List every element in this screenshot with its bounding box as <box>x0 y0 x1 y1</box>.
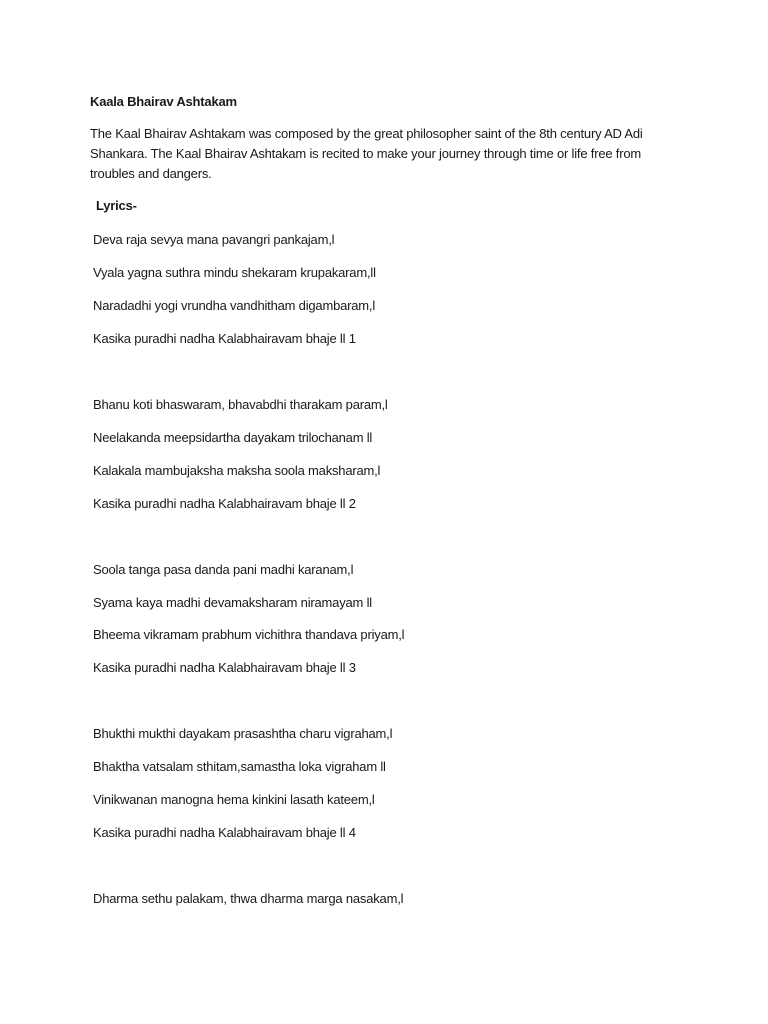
verse-line: Kasika puradhi nadha Kalabhairavam bhaje ll 2 <box>93 496 356 511</box>
verse-line: Bhanu koti bhaswaram, bhavabdhi tharakam param,l <box>93 397 388 412</box>
verse-line: Naradadhi yogi vrundha vandhitham digambaram,l <box>93 298 376 313</box>
document-title: Kaala Bhairav Ashtakam <box>90 94 237 109</box>
verse-line: Dharma sethu palakam, thwa dharma marga nasakam,l <box>93 891 404 906</box>
verse-line: Kasika puradhi nadha Kalabhairavam bhaje ll 3 <box>93 660 356 675</box>
verse-line: Soola tanga pasa danda pani madhi karanam,l <box>93 562 354 577</box>
verse-line: Bhaktha vatsalam sthitam,samastha loka vigraham ll <box>93 759 386 774</box>
verse-line: Kasika puradhi nadha Kalabhairavam bhaje ll 4 <box>93 825 356 840</box>
verse-line: Bhukthi mukthi dayakam prasashtha charu vigraham,l <box>93 726 393 741</box>
verse-line: Vyala yagna suthra mindu shekaram krupakaram,ll <box>93 265 376 280</box>
verse-line: Kasika puradhi nadha Kalabhairavam bhaje ll 1 <box>93 331 356 346</box>
verse-line: Syama kaya madhi devamaksharam niramayam ll <box>93 595 372 610</box>
intro-paragraph: The Kaal Bhairav Ashtakam was composed by the great philosopher saint of the 8th century AD Adi Shankara. The Kaal Bhairav Ashtakam is recited to make your journey through time or life free from troubles and dangers. <box>90 126 643 181</box>
verse-line: Kalakala mambujaksha maksha soola maksharam,l <box>93 463 381 478</box>
verse-line: Deva raja sevya mana pavangri pankajam,l <box>93 232 335 247</box>
verse-line: Bheema vikramam prabhum vichithra thandava priyam,l <box>93 627 405 642</box>
verse-line: Neelakanda meepsidartha dayakam trilochanam ll <box>93 430 373 445</box>
lyrics-heading: Lyrics- <box>96 198 137 213</box>
verse-line: Vinikwanan manogna hema kinkini lasath kateem,l <box>93 792 375 807</box>
